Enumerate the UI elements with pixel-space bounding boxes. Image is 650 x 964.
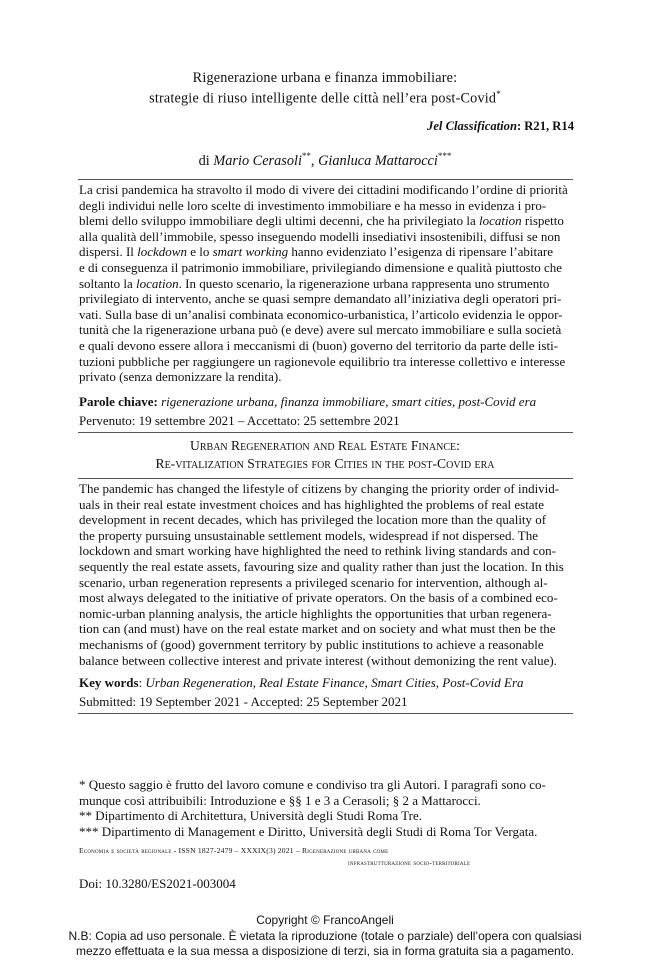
abstract-en-line: most always delegated to the initiative of private operators. On the basis of a combined eco- (79, 590, 558, 606)
abstract-it-line: tunità che la rigenerazione urbana può (e deve) avere sul mercato immobiliare e sulla società (79, 322, 562, 338)
abstract-en-line: lockdown and smart working have highlighted the need to rethink living standards and con- (79, 543, 556, 559)
abstract-en (79, 481, 572, 668)
footnote-line: ** Dipartimento di Architettura, Università degli Studi Roma Tre. (79, 808, 423, 824)
journal-info: Economia e società regionale - ISSN 1827-2479 – XXXIX(3) 2021 – Rigenerazione urbana come (79, 846, 389, 855)
abstract-it-line: soltanto la location. In questo scenario, la rigenerazione urbana rappresenta uno strumento (79, 275, 550, 291)
keywords-en (79, 675, 572, 691)
abstract-it-line: vati. Sulla base di un’analisi combinata economico-urbanistica, l’articolo evidenzia le oppor- (79, 306, 563, 322)
paper-title-it-line2: strategie di riuso intelligente delle città nell’era post-Covid (149, 90, 497, 107)
keywords-en-colon: : (138, 675, 146, 690)
copyright-notice-2: mezzo effettuata e la sua messa a disposizione di terzi, sia in forma gratuita sia a pagamento. (75, 944, 575, 958)
abstract-en-line: nomic-urban planning analysis, the article highlights the opportunities that urban regenera- (79, 605, 552, 621)
abstract-en-line: scenario, urban regeneration represents a privileged scenario for intervention, although al- (79, 574, 548, 590)
abstract-it-line: dispersi. Il lockdown e lo smart working hanno evidenziato l’esigenza di ripensare l’abitare (79, 244, 554, 260)
jel-codes: : R21, R14 (516, 119, 574, 133)
abstract-it-line: privato (senza demonizzare la rendita). (79, 369, 282, 385)
rule-middle (78, 432, 573, 433)
footnote-line: munque così attribuibili: Introduzione e §§ 1 e 3 a Cerasoli; § 2 a Mattarocci. (79, 792, 481, 808)
doi: Doi: 10.3280/ES2021-003004 (79, 876, 236, 891)
abstract-it-line: La crisi pandemica ha stravolto il modo di vivere dei cittadini modificando l’ordine di priorità (79, 182, 568, 197)
abstract-it-line: privilegiato di intervento, anche se quasi sempre demandato all’iniziativa degli operatori pri- (79, 291, 562, 307)
keywords-en-label: Key words (79, 675, 139, 690)
footnotes (79, 777, 572, 839)
abstract-it-line: blemi dello sviluppo immobiliare degli ultimi decenni, che ha privilegiato la location rispetto (79, 213, 564, 229)
paper-title-it-line1: Rigenerazione urbana e finanza immobiliare: (192, 70, 458, 86)
abstract-it-line: tuzioni pubbliche per raggiungere un ragionevole equilibrio tra interesse collettivo e interesse (79, 353, 566, 369)
abstract-it-line: alla qualità dell’immobile, spesso inseguendo modelli insediativi insostenibili, diffusi se non (79, 228, 561, 244)
abstract-it-line: degli individui nelle loro scelte di investimento immobiliare e ha messo in evidenza i pro- (79, 197, 547, 213)
rule-bottom (78, 713, 573, 714)
paper-title-it-2 (0, 89, 650, 108)
abstract-en-line: sequently the real estate assets, favouring size and quality rather than just the location. In this (79, 558, 564, 574)
abstract-en-line: development in recent decades, which has privileged the location more than the quality of (79, 512, 547, 528)
author-2-mark: *** (437, 151, 452, 161)
keywords-it (79, 394, 572, 410)
footnote-line: *** Dipartimento di Management e Diritto, Università degli Studi di Roma Tor Vergata. (79, 823, 538, 839)
abstract-it-line: e di conseguenza il patrimonio immobiliare, privilegiando dimensione e qualità piuttosto che (79, 259, 563, 275)
dates-it: Pervenuto: 19 settembre 2021 – Accettato: 25 settembre 2021 (79, 413, 400, 428)
authors-separator: , (310, 152, 319, 169)
authors-line (0, 151, 650, 170)
paper-title-en: Urban Regeneration and Real Estate Finance: (190, 438, 460, 453)
jel-label: Jel Classification (427, 119, 517, 133)
keywords-it-label: Parole chiave: (79, 394, 158, 409)
rule-top (78, 179, 573, 180)
author-1-mark: ** (301, 151, 311, 161)
abstract-en-line: tion can (and must) have on the real estate market and on society and what must then be the (79, 621, 556, 637)
abstract-en-line: mechanisms of (good) government territory by public institutions to achieve a reasonable (79, 636, 544, 652)
abstract-it (79, 182, 572, 385)
abstract-en-line: The pandemic has changed the lifestyle of citizens by changing the priority order of individ- (79, 481, 560, 496)
jel-classification (427, 119, 574, 134)
title-footnote-mark: * (496, 89, 501, 99)
abstract-en-line: the property pursuing unsustainable settlement models, widespread if not dispersed. The (79, 527, 538, 543)
copyright-line: Copyright © FrancoAngeli (256, 913, 394, 927)
paper-title-it (0, 70, 650, 87)
abstract-it-line: e quali devono essere allora i meccanismi di (buon) governo del territorio da parte delle isti- (79, 337, 559, 353)
keywords-it-text: rigenerazione urbana, finanza immobiliare, smart cities, post-Covid era (161, 394, 537, 409)
abstract-en-line: balance between collective interest and private interest (without demonizing the rent value). (79, 652, 557, 668)
copyright-notice-1: N.B: Copia ad uso personale. È vietata la riproduzione (totale o parziale) dell’opera con qualsiasi (68, 929, 582, 943)
keywords-en-text: Urban Regeneration, Real Estate Finance, Smart Cities, Post-Covid Era (145, 675, 524, 690)
dates-en: Submitted: 19 September 2021 - Accepted: 25 September 2021 (79, 694, 408, 709)
paper-title-en-2: Re-vitalization Strategies for Cities in the post-Covid era (155, 456, 495, 471)
author-1: Mario Cerasoli (213, 152, 302, 169)
authors-prefix: di (198, 152, 210, 169)
journal-info-2: infrastrutturazione socio-territoriale (348, 858, 471, 867)
footnote-line: * Questo saggio è frutto del lavoro comune e condiviso tra gli Autori. I paragrafi sono co- (79, 777, 546, 792)
abstract-en-line: uals in their real estate investment choices and has highlighted the problems of real estate (79, 496, 544, 512)
author-2: Gianluca Mattarocci (318, 152, 438, 169)
rule-en-top (78, 478, 573, 479)
